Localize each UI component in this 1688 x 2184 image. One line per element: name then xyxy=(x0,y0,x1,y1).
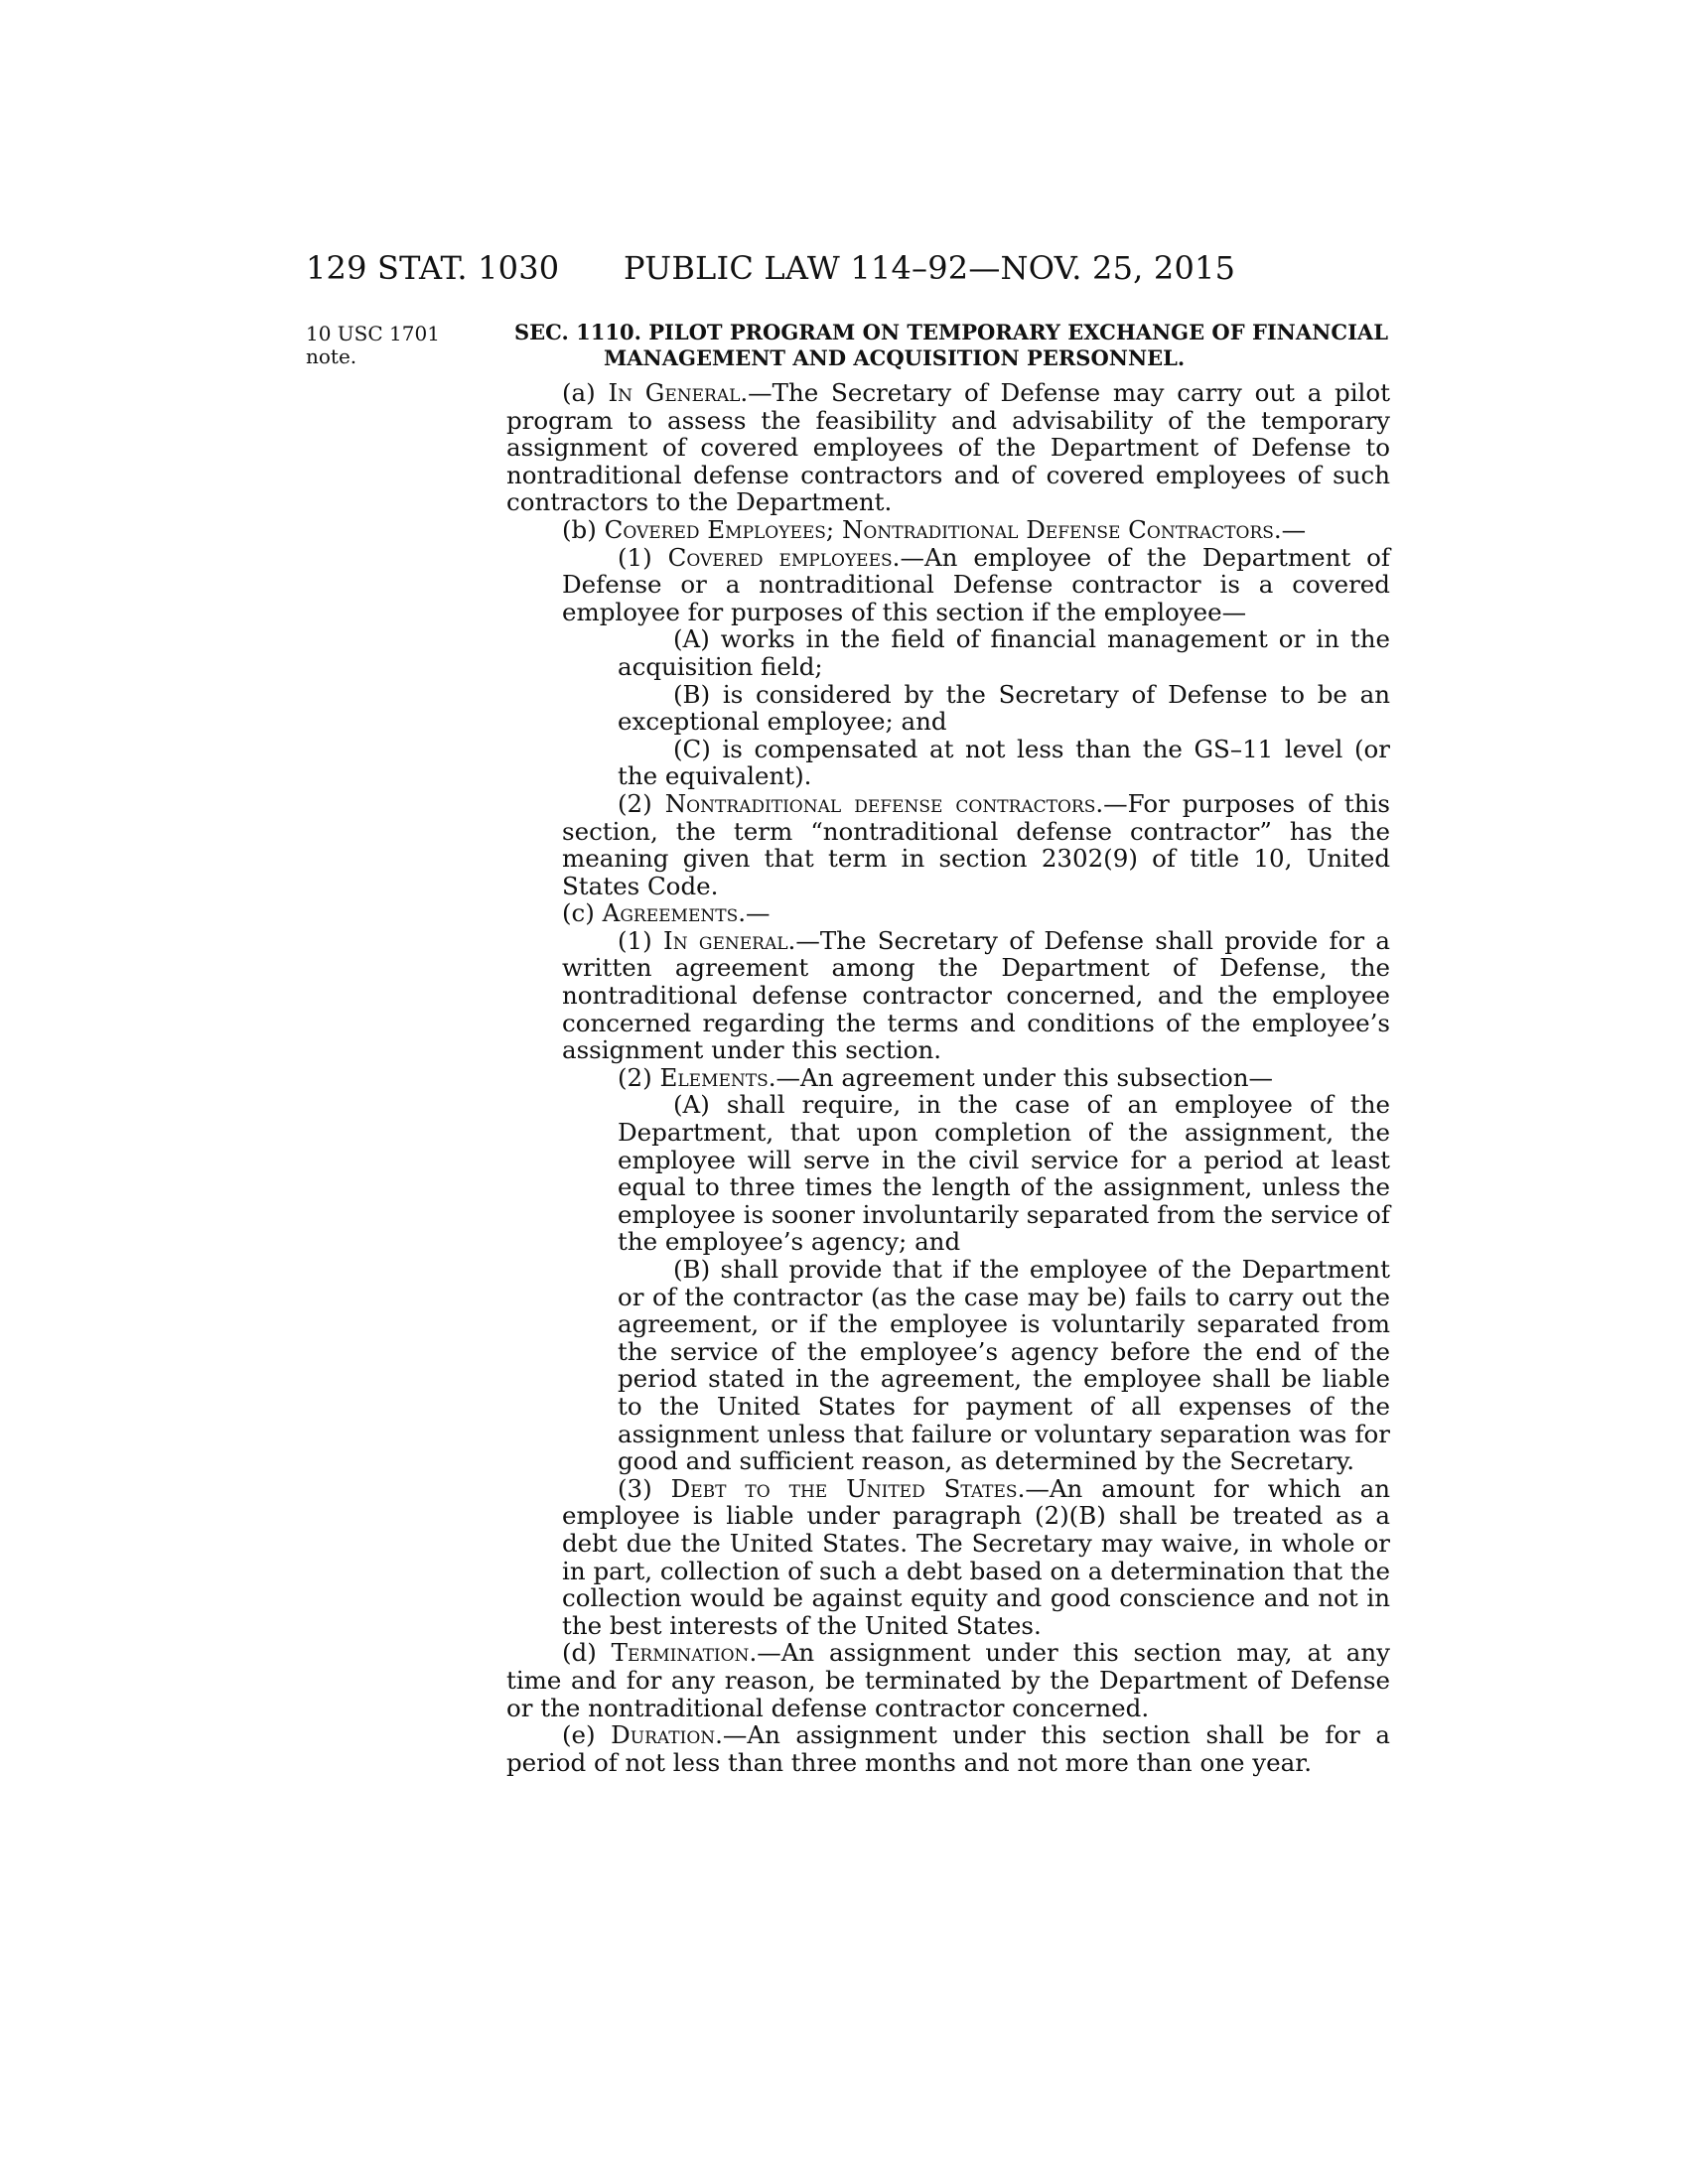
subsection-d: (d) Termination.—An assignment under this section may, at any time and for any reason, be terminated by the Department of Defense or the nontraditional defense contractor concerned. xyxy=(506,1638,1390,1722)
margin-note-label: note. xyxy=(306,344,357,368)
statute-page-number: 129 STAT. 1030 xyxy=(306,249,560,287)
paragraph-c1: (1) In general.—The Secretary of Defense shall provide for a written agreement among the Department of Defense, the nontraditional defense contractor concerned, and the employee concerned regarding the terms and conditions of the employee’s assignment under this section. xyxy=(562,925,1391,1065)
margin-note-citation: 10 USC 1701 xyxy=(306,322,440,345)
subsection-b: (b) Covered Employees; Nontraditional Defense Contractors.— xyxy=(562,514,1307,544)
subsection-e: (e) Duration.—An assignment under this section shall be for a period of not less than three months and not more than one year. xyxy=(506,1720,1390,1777)
paragraph-b2: (2) Nontraditional defense contractors.—For purposes of this section, the term “nontraditional defense contractor” has the meaning given that term in section 2302(9) of title 10, United States Code. xyxy=(562,788,1390,900)
paragraph-c2: (2) Elements.—An agreement under this subsection— xyxy=(618,1062,1274,1092)
subparagraph-c2A: (A) shall require, in the case of an employee of the Department, that upon completion of the assignment, the employee will serve in the civil service for a period at least equal to three times the length of the assignment, unless the employee is sooner involuntarily separated from the service of the employee’s agency; and xyxy=(618,1090,1390,1257)
section-heading-line1: SEC. 1110. PILOT PROGRAM ON TEMPORARY EXCHANGE OF FINANCIAL xyxy=(514,320,1388,344)
section-heading xyxy=(514,320,1388,371)
section-heading-line2: MANAGEMENT AND ACQUISITION PERSONNEL. xyxy=(604,345,1186,370)
margin-note xyxy=(306,323,494,368)
subparagraph-b1C: (C) is compensated at not less than the GS–11 level (or the equivalent). xyxy=(618,734,1390,791)
subsection-c: (c) Agreements.— xyxy=(562,898,771,928)
paragraph-c3: (3) Debt to the United States.—An amount for which an employee is liable under paragraph (2)(B) shall be treated as a debt due the United States. The Secretary may waive, in whole or in part, collection of such a debt based on a determination that the collection would be against equity and good conscience and not in the best interests of the United States. xyxy=(562,1473,1390,1640)
subparagraph-c2B: (B) shall provide that if the employee of the Department or of the contractor (as the case may be) fails to carry out the agreement, or if the employee is voluntarily separated from the service of the employee’s agency before the end of the period stated in the agreement, the employee shall be liable to the United States for payment of all expenses of the assignment unless that failure or voluntary separation was for good and sufficient reason, as determined by the Secretary. xyxy=(618,1255,1390,1476)
subsection-a: (a) In General.—The Secretary of Defense may carry out a pilot program to assess the feasibility and advisability of the temporary assignment of covered employees of the Department of Defense to nontraditional defense contractors and of covered employees of such contractors to the Department. xyxy=(506,378,1390,517)
public-law-header: PUBLIC LAW 114–92—NOV. 25, 2015 xyxy=(624,249,1236,287)
subparagraph-b1B: (B) is considered by the Secretary of Defense to be an exceptional employee; and xyxy=(618,679,1390,737)
subparagraph-b1A: (A) works in the field of financial management or in the acquisition field; xyxy=(618,624,1390,681)
section-body xyxy=(506,379,1390,1776)
paragraph-b1: (1) Covered employees.—An employee of the Department of Defense or a nontraditional Defense contractor is a covered employee for purposes of this section if the employee— xyxy=(562,542,1390,626)
